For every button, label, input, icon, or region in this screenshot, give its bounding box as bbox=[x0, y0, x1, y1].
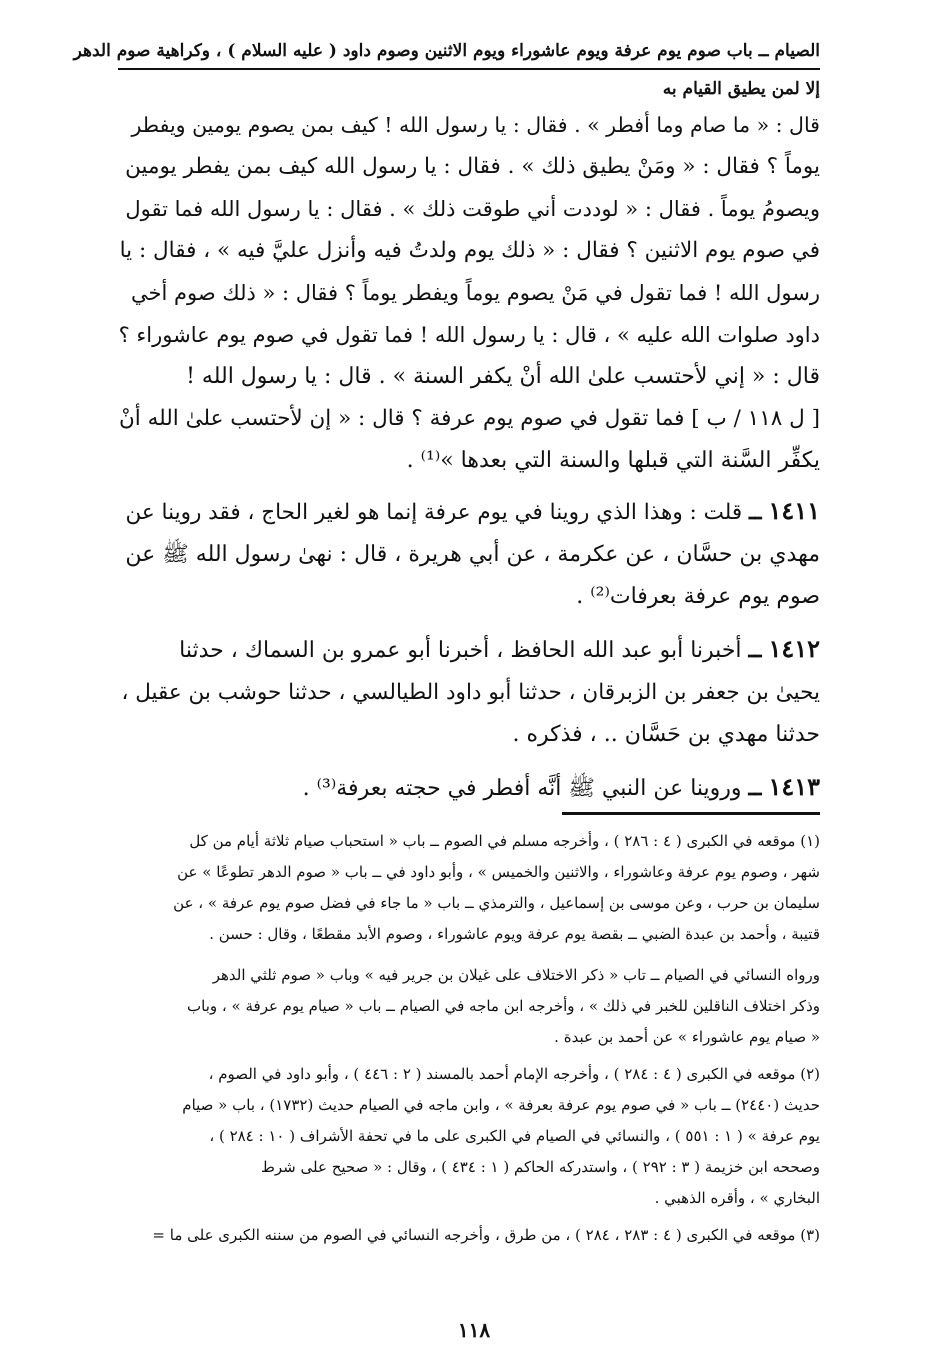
hadith-number: ١٤١١ bbox=[768, 496, 820, 525]
hadith-dash: ــ bbox=[748, 775, 762, 801]
footnote-line: قتيبة ، وأحمد بن عبدة الضبي ــ بقصة يوم عرفة ويوم عاشوراء ، وصوم الأبد مقطعًا ، وقال : حسن . bbox=[209, 925, 820, 943]
footnote-line: « صيام يوم عاشوراء » عن أحمد بن عبدة . bbox=[554, 1028, 820, 1046]
hadith-dash: ــ bbox=[748, 500, 762, 525]
hadith-text: أخبرنا أبو عبد الله الحافظ ، أخبرنا أبو عمرو بن السماك ، حدثنا bbox=[179, 638, 742, 663]
text-line: ويصومُ يوماً . فقال : « لوددت أني طوقت ذلك » . فقال : يا رسول الله فما تقول bbox=[125, 197, 820, 221]
footnotes bbox=[118, 826, 820, 1251]
footnote-line: (٣) موقعه في الكبرى ( ٤ : ٢٨٣ ، ٢٨٤ ) ، من طرق ، وأخرجه النسائي في الصوم من سننه الكبرى على ما = bbox=[152, 1226, 820, 1244]
footnote-2 bbox=[118, 1059, 820, 1214]
text-line bbox=[118, 490, 820, 534]
footnote-line: ورواه النسائي في الصيام ــ تاب « ذكر الاختلاف على غيلان بن جرير فيه » وباب « صوم ثلثي الدهر bbox=[212, 966, 820, 984]
footnote-line: (١) موقعه في الكبرى ( ٤ : ٢٨٦ ) ، وأخرجه مسلم في الصوم ــ باب « استحباب صيام ثلاثة أيام من كل bbox=[189, 832, 820, 850]
text-line: مهدي بن حسَّان ، عن عكرمة ، عن أبي هريرة ، قال : نهىٰ رسول الله ﷺ عن bbox=[125, 542, 820, 567]
text-line: يحيىٰ بن جعفر بن الزبرقان ، حدثنا أبو داود الطيالسي ، حدثنا حوشب بن عقيل ، bbox=[121, 680, 820, 705]
hadith-1411 bbox=[118, 490, 820, 618]
footnote-1-continued bbox=[118, 960, 820, 1053]
text-line: يوماً ؟ فقال : « ومَنْ يطيق ذلك » . فقال : يا رسول الله كيف بمن يفطر يومين bbox=[125, 154, 820, 179]
hadith-text: وروينا عن النبي ﷺ أنَّه أفطر في حجته بعرفة⁽³⁾ . bbox=[302, 776, 742, 801]
header-rule bbox=[118, 68, 820, 70]
footnote-line: البخاري » ، وأقره الذهبي . bbox=[654, 1189, 820, 1207]
footnote-line: يوم عرفة » ( ١ : ٥٥١ ) ، والنسائي في الصيام في الكبرى على ما في تحفة الأشراف ( ١٠ : ٢٨٤ ) ، bbox=[209, 1127, 820, 1145]
footnote-separator bbox=[562, 812, 820, 815]
text-line: حدثنا مهدي بن حَسَّان .. ، فذكره . bbox=[512, 722, 820, 747]
footnote-line: سليمان بن حرب ، وعن موسى بن إسماعيل ، والترمذي ــ باب « ما جاء في فضل صوم يوم عرفة » ، عن bbox=[173, 894, 820, 912]
running-header bbox=[73, 36, 820, 104]
footnote-line: وذكر اختلاف الناقلين للخبر في ذلك » ، وأخرجه ابن ماجه في الصيام ــ باب « صيام يوم عرفة » ، وباب bbox=[187, 997, 820, 1015]
hadith-text: قلت : وهذا الذي روينا في يوم عرفة إنما هو لغير الحاج ، فقد روينا عن bbox=[125, 500, 743, 525]
text-line bbox=[118, 628, 820, 672]
hadith-1413 bbox=[118, 766, 820, 810]
footnote-line: (٢) موقعه في الكبرى ( ٤ : ٢٨٤ ) ، وأخرجه الإمام أحمد بالمسند ( ٢ : ٤٤٦ ) ، وأبو داود في الصوم ، bbox=[208, 1065, 820, 1083]
footnote-3 bbox=[118, 1220, 820, 1251]
text-line: رسول الله ! فما تقول في مَنْ يصوم يوماً ويفطر يوماً ؟ فقال : « ذلك صوم أخي bbox=[131, 281, 820, 305]
continued-hadith-paragraph bbox=[118, 104, 820, 482]
hadith-number: ١٤١٣ bbox=[768, 772, 820, 801]
text-line: [ ل ١١٨ / ب ] فما تقول في صوم يوم عرفة ؟ قال : « إن لأحتسب علىٰ الله أنْ bbox=[119, 406, 820, 431]
footnote-line: وصححه ابن خزيمة ( ٣ : ٢٩٢ ) ، واستدركه الحاكم ( ١ : ٤٣٤ ) ، وقال : « صحيح على شرط bbox=[261, 1158, 820, 1176]
header-line-2: إلا لمن يطيق القيام به bbox=[662, 79, 820, 99]
footnote-1 bbox=[118, 826, 820, 950]
text-line: قال : « إني لأحتسب علىٰ الله أنْ يكفر السنة » . قال : يا رسول الله ! bbox=[186, 364, 820, 389]
footnote-line: شهر ، وصوم يوم عرفة وعاشوراء ، والاثنين والخميس » ، وأبو داود في ــ باب « صوم الدهر تطوعًا » عن bbox=[177, 863, 820, 881]
text-line: في صوم يوم الاثنين ؟ فقال : « ذلك يوم ولدتُ فيه وأنزل عليَّ فيه » ، فقال : يا bbox=[119, 238, 820, 263]
page-number: ١١٨ bbox=[457, 1318, 491, 1342]
hadith-number: ١٤١٢ bbox=[768, 634, 820, 663]
main-text bbox=[118, 104, 820, 810]
footnote-line: حديث (٢٤٤٠) ــ باب « في صوم يوم عرفة بعرفة » ، وابن ماجه في الصيام حديث (١٧٣٢) ، باب « صيام bbox=[182, 1096, 820, 1114]
hadith-dash: ــ bbox=[748, 637, 762, 663]
text-line: قال : « ما صام وما أفطر » . فقال : يا رسول الله ! كيف بمن يصوم يومين ويفطر bbox=[131, 113, 820, 137]
text-line: داود صلوات الله عليه » ، قال : يا رسول الله ! فما تقول في صوم يوم عاشوراء ؟ bbox=[118, 323, 820, 347]
hadith-1412 bbox=[118, 628, 820, 756]
text-line: يكفِّر السَّنة التي قبلها والسنة التي بعدها »⁽¹⁾ . bbox=[406, 448, 820, 473]
text-line: صوم يوم عرفة بعرفات⁽²⁾ . bbox=[576, 584, 820, 609]
text-line bbox=[118, 766, 820, 810]
header-line-1: الصيام ــ باب صوم يوم عرفة ويوم عاشوراء ويوم الاثنين وصوم داود ( عليه السلام ) ، وكراهية صوم الدهر bbox=[73, 41, 820, 61]
